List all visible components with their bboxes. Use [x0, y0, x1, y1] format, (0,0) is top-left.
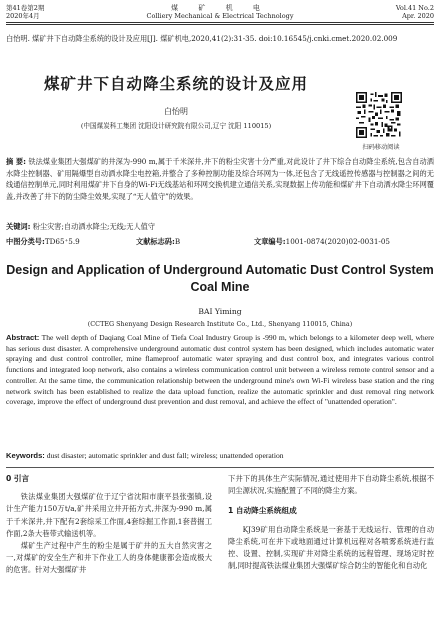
keywords-en-text: dust disaster; automatic sprinkler and dust fall; wireless; unattended operation — [46, 451, 284, 460]
keywords-cn-text: 粉尘灾害;自动洒水降尘;无线;无人值守 — [32, 222, 156, 231]
journal-name-en: Colliery Mechanical & Electrical Technology — [146, 12, 294, 20]
abstract-en — [6, 333, 434, 408]
header-right — [396, 4, 434, 20]
section-heading-introduction: 0 引言 — [6, 474, 30, 483]
qr-caption: 扫码移动阅读 — [362, 144, 400, 151]
header-rule — [6, 22, 434, 23]
paragraph: KJ39矿用自动降尘系统是一套基于无线运行、管理的自动降尘系统,可在井下或地面通过计算机远程对各喷雾系统进行监控、设置、控制,实现矿井对降尘系统的远程管理、现场定时控制,同时提高铁法煤业集团大强煤矿综合防尘的智能化和自动化 — [228, 524, 434, 571]
article-no-label: 文章编号: — [254, 237, 286, 246]
title-en: Design and Application of Underground Automatic Dust Control System Coal Mine — [6, 263, 434, 294]
abstract-en-label: Abstract: — [6, 333, 40, 342]
section-heading-system-composition: 1 自动降尘系统组成 — [228, 506, 297, 516]
affiliation-cn: (中国煤炭科工集团 沈阳设计研究院有限公司,辽宁 沈阳 110015) — [80, 122, 272, 130]
paragraph-continued: 下井下的具体生产实际情况,通过使用井下自动降尘系统,根据不同尘源状况,实施配置了不同的降尘方案。 — [228, 474, 434, 496]
author-cn: 白怡明 — [164, 107, 188, 116]
clc-label: 中图分类号: — [6, 237, 45, 246]
qr-code[interactable] — [356, 92, 402, 138]
clc-value: TD65⁺5.9 — [44, 237, 80, 246]
abstract-cn-text: 铁法煤业集团大强煤矿的井深为-990 m,属于千米深井,井下的粉尘灾害十分严重,对此设计了井下综合自动降尘系统,包含自动洒水降尘控制器、矿用隔爆型自动洒水降尘电控箱,并整合了多种控制功能及综合环网为一体,还包含了无线遥控传感器与控制器之间的无线通信控制单元,同时利用煤矿井下自身的Wi-Fi无线基站和环网交换机建立通信关系,实现数据上传功能和煤矿井下自动洒水降尘环网覆盖,并改善了井下的防尘降尘效果,实现了“无人值守”的效果。 — [6, 157, 434, 201]
keywords-cn — [6, 221, 434, 232]
volume-cn: 第41卷第2期 — [6, 4, 45, 12]
title-cn: 煤矿井下自动降尘系统的设计及应用 — [43, 74, 308, 93]
journal-name-cn: 煤 矿 机 电 — [171, 4, 269, 12]
header-center — [0, 4, 440, 20]
left-column — [6, 473, 212, 577]
doc-code-label: 文献标志码: — [136, 237, 175, 246]
citation: 白怡明. 煤矿井下自动降尘系统的设计及应用[J]. 煤矿机电,2020,41(2):31-35. doi:10.16545/j.cnki.cmet.2020.02.009 — [6, 34, 398, 43]
keywords-en — [6, 451, 434, 460]
volume-en: Vol.41 No.2 — [395, 4, 434, 12]
paragraph: 煤矿生产过程中产生的粉尘是属于矿井的五大自然灾害之一,对煤矿的安全生产和井下作业工人的身体健康都会造成极大的危害。针对大强煤矿井 — [6, 541, 212, 575]
abstract-cn-label: 摘 要: — [6, 157, 27, 166]
paragraph: 铁法煤业集团大强煤矿位于辽宁省沈阳市康平县张强镇,设计生产能力150万t/a,矿井采用立井开拓方式,井深为-990 m,属于千米深井,井下配有2套综采工作面,4套综掘工作面,1套普掘工作面,2条大巷带式输送机等。 — [6, 492, 212, 538]
affiliation-en: (CCTEG Shenyang Design Research Institute Co., Ltd., Shenyang 110015, China) — [87, 320, 353, 328]
date-en: Apr. 2020 — [402, 12, 434, 20]
article-no-field — [254, 236, 390, 247]
header-rule-thin — [6, 24, 434, 25]
keywords-cn-label: 关键词: — [6, 222, 31, 231]
abstract-en-text: The well depth of Daqiang Coal Mine of Tiefa Coal Industry Group is -990 m, which belongs to a kilometer deep well, where has serious dust disaster. A comprehensive underground automatic dust control system has been designed, which includes automatic water spraying and dust control controller, mine flameproof automatic water spraying and dust control box, and integrates various control functions and integrated loop network, also contains a wireless communication control unit between a wireless remote control sensor and a controller. At the same time, the communication relationship between the underground mine's own Wi-Fi wireless base station and the ring network switch has been established to realize the data upload function, realize the automatic sprinkler and dust removal ring network coverage, improve the effect of underground dust prevention and dust removal, and achieve the effect of "unattended operation". — [6, 333, 434, 407]
clc-field — [6, 236, 80, 247]
abstract-cn — [6, 156, 434, 202]
article-no-value: 1001-0874(2020)02-0031-05 — [285, 237, 390, 246]
right-column — [228, 473, 434, 572]
doc-code-value: B — [174, 237, 181, 246]
section-divider — [6, 467, 434, 468]
keywords-en-label: Keywords: — [6, 451, 45, 460]
author-en: BAI Yiming — [198, 307, 242, 316]
date-cn: 2020年4月 — [6, 12, 40, 20]
doc-code-field — [136, 236, 180, 247]
